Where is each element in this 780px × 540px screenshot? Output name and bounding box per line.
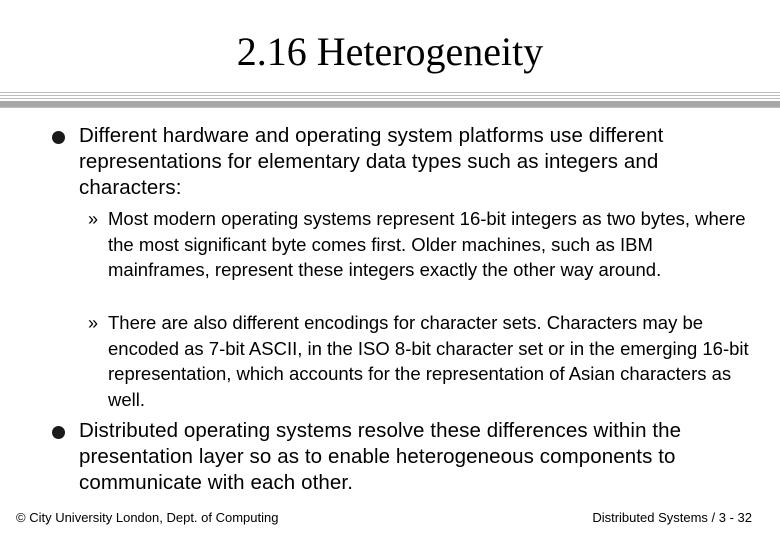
subbullet-marker-2: »: [88, 313, 99, 333]
subbullet-text-2: There are also different encodings for character sets. Characters may be encoded as 7-bit ASCII, in the ISO 8-bit character set or in the emerging 16-bit representation, which accounts for the representation of Asian characters as well.: [108, 312, 749, 410]
slide-title: 2.16 Heterogeneity: [236, 29, 544, 74]
bullet-dot-2: [52, 426, 65, 439]
subbullet-text-1: Most modern operating systems represent 16-bit integers as two bytes, where the most significant byte comes first. Older machines, such as IBM mainframes, represent these integers exactly the other way around.: [108, 208, 746, 280]
footer-copyright: © City University London, Dept. of Computing: [16, 510, 279, 525]
bullet-text-2: Distributed operating systems resolve these differences within the presentation layer so as to enable heterogeneous components to communicate with each other.: [79, 419, 682, 494]
subbullet-marker-1: »: [88, 209, 99, 229]
title-divider-band: [0, 101, 780, 107]
bullet-dot-1: [52, 131, 65, 144]
footer-page-info: Distributed Systems / 3 - 32: [592, 510, 752, 525]
bullet-text-1: Different hardware and operating system platforms use different representations for elementary data types such as integers and characters:: [79, 124, 664, 199]
